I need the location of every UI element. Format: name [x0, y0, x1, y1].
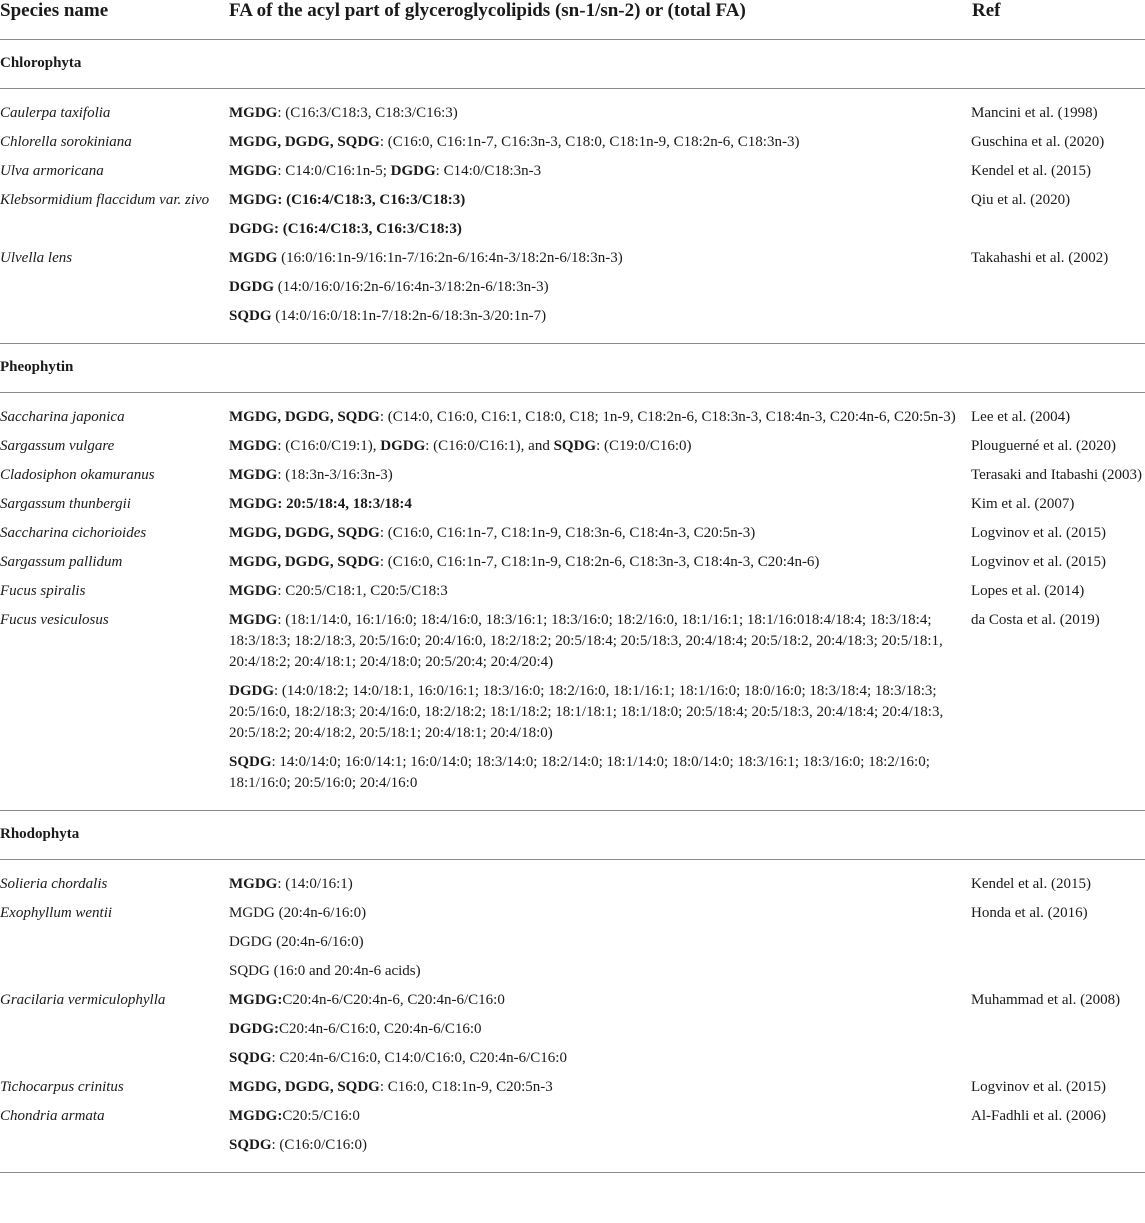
fa-text: : (18:3n-3/16:3n-3)	[277, 467, 393, 483]
fa-cell	[229, 244, 971, 273]
species-cell	[0, 677, 229, 748]
table-row	[0, 244, 1145, 273]
ref-cell: Honda et al. (2016)	[971, 905, 1088, 921]
fa-text: (14:0/16:0/16:2n-6/16:4n-3/18:2n-6/18:3n-3)	[274, 279, 549, 295]
table-row	[0, 157, 1145, 186]
fa-text: : (C16:0/C16:0)	[271, 1137, 367, 1153]
species-cell: Klebsormidium flaccidum var. zivo	[0, 192, 210, 208]
group-divider	[0, 331, 1145, 344]
lipid-class-label: SQDG	[229, 1050, 272, 1066]
group-header-row	[0, 811, 1145, 860]
fa-cell	[229, 186, 971, 215]
table-row	[0, 677, 1145, 748]
fa-text: : (C16:0, C16:1n-7, C18:1n-9, C18:2n-6, C18:3n-3, C18:4n-3, C20:4n-6)	[379, 554, 820, 570]
species-cell: Ulva armoricana	[0, 163, 104, 179]
lipid-class-label: MGDG	[229, 163, 278, 179]
species-cell: Fucus spiralis	[0, 583, 86, 599]
fa-text: : (14:0/18:2; 14:0/18:1, 16:0/16:1; 18:3/16:0; 18:2/16:0, 18:1/16:1; 18:1/16:0; 18:0/16:0; 18:3/18:4; 18:3/18:3; 20:5/16:0, 18:2/18:3; 20:4/16:0, 18:2/18:2; 18:1/18:2; 18:1/18:1; 18:1/18:0; 20:5/18:4; 20:5/18:3, 20:4/18:4; 20:4/18:3, 20:5/18:2; 20:4/18:2, 20:5/18:1; 20:4/18:1; 20:4/18:0)	[229, 683, 944, 741]
species-cell	[0, 1015, 229, 1044]
fa-text: : (C14:0, C16:0, C16:1, C18:0, C18; 1n-9, C18:2n-6, C18:3n-3, C18:4n-3, C20:4n-6, C20:5n-3)	[379, 409, 956, 425]
fa-text: : (C16:0/C16:1), and	[425, 438, 554, 454]
fa-cell	[229, 1073, 971, 1102]
lipid-class-label: SQDG	[229, 308, 272, 324]
table-row	[0, 1102, 1145, 1131]
table-row	[0, 302, 1145, 331]
ref-cell	[971, 1131, 1145, 1160]
lipid-class-label: MGDG:	[229, 1108, 283, 1124]
lipid-class-label: MGDG	[229, 612, 278, 628]
species-cell: Cladosiphon okamuranus	[0, 467, 155, 483]
ref-cell: Muhammad et al. (2008)	[971, 992, 1121, 1008]
lipid-class-label: MGDG	[229, 250, 278, 266]
fa-cell	[229, 928, 971, 957]
species-cell: Chondria armata	[0, 1108, 105, 1124]
group-divider	[0, 798, 1145, 811]
ref-cell: Mancini et al. (1998)	[971, 105, 1098, 121]
table-row	[0, 273, 1145, 302]
fa-text: : (18:1/14:0, 16:1/16:0; 18:4/16:0, 18:3/16:1; 18:3/16:0; 18:2/16:0, 18:1/16:1; 18:1/16:018:4/18:4; 18:3/18:4; 18:3/18:3; 18:2/18:3, 20:5/16:0; 20:4/16:0, 18:2/18:2; 20:5/18:4; 20:5/18:3, 20:4/18:4; 20:5/18:2, 20:4/18:3; 20:5/18:1, 20:4/18:2; 20:4/18:1; 20:4/18:0; 20:5/20:4; 20:4/20:4)	[229, 612, 943, 670]
lipid-class-label: MGDG: (C16:4/C18:3, C16:3/C18:3)	[229, 192, 466, 208]
species-cell	[0, 215, 229, 244]
table-row	[0, 986, 1145, 1015]
species-cell: Solieria chordalis	[0, 876, 108, 892]
lipid-class-label: DGDG	[380, 438, 426, 454]
ref-cell: Logvinov et al. (2015)	[971, 1079, 1106, 1095]
lipid-class-label: DGDG	[390, 163, 436, 179]
group-spacer	[0, 393, 1145, 404]
fa-cell	[229, 461, 971, 490]
ref-cell	[971, 1044, 1145, 1073]
fa-cell	[229, 899, 971, 928]
fa-text: : (C16:0, C16:1n-7, C16:3n-3, C18:0, C18:1n-9, C18:2n-6, C18:3n-3)	[379, 134, 800, 150]
ref-cell: Takahashi et al. (2002)	[971, 250, 1109, 266]
group-spacer	[0, 89, 1145, 100]
lipid-class-label: MGDG	[229, 105, 278, 121]
fa-cell	[229, 273, 971, 302]
fa-cell	[229, 302, 971, 331]
lipid-class-label: MGDG	[229, 876, 278, 892]
species-cell	[0, 928, 229, 957]
fa-text: : (C16:3/C18:3, C18:3/C16:3)	[277, 105, 458, 121]
species-cell	[0, 302, 229, 331]
ref-cell: Kim et al. (2007)	[971, 496, 1075, 512]
species-cell: Saccharina japonica	[0, 409, 125, 425]
header-ref: Ref	[971, 0, 1145, 40]
species-cell: Gracilaria vermiculophylla	[0, 992, 166, 1008]
fa-cell	[229, 490, 971, 519]
fa-cell	[229, 519, 971, 548]
fa-text: C20:5/C16:0	[282, 1108, 360, 1124]
fa-cell	[229, 1131, 971, 1160]
species-cell	[0, 957, 229, 986]
fa-text: : C20:5/C18:1, C20:5/C18:3	[277, 583, 448, 599]
species-cell: Caulerpa taxifolia	[0, 105, 111, 121]
ref-cell	[971, 302, 1145, 331]
table-row	[0, 432, 1145, 461]
species-cell	[0, 1131, 229, 1160]
fa-text: C20:4n-6/C20:4n-6, C20:4n-6/C16:0	[282, 992, 505, 1008]
fa-text: (16:0/16:1n-9/16:1n-7/16:2n-6/16:4n-3/18:2n-6/18:3n-3)	[277, 250, 623, 266]
fa-cell	[229, 577, 971, 606]
table-row	[0, 957, 1145, 986]
ref-cell	[971, 957, 1145, 986]
header-species: Species name	[0, 0, 229, 40]
table-row	[0, 548, 1145, 577]
fa-text: (14:0/16:0/18:1n-7/18:2n-6/18:3n-3/20:1n-7)	[271, 308, 547, 324]
header-row	[0, 0, 1145, 40]
table-row	[0, 403, 1145, 432]
ref-cell: Kendel et al. (2015)	[971, 876, 1091, 892]
species-cell: Exophyllum wentii	[0, 905, 113, 921]
ref-cell: Lee et al. (2004)	[971, 409, 1071, 425]
ref-cell	[971, 748, 1145, 798]
lipid-class-label: MGDG, DGDG, SQDG	[229, 134, 380, 150]
species-cell: Chlorella sorokiniana	[0, 134, 132, 150]
lipid-class-label: DGDG: (C16:4/C18:3, C16:3/C18:3)	[229, 221, 462, 237]
ref-cell: Kendel et al. (2015)	[971, 163, 1091, 179]
fa-cell	[229, 215, 971, 244]
header-fa: FA of the acyl part of glyceroglycolipids (sn-1/sn-2) or (total FA)	[229, 0, 971, 40]
table-row	[0, 1131, 1145, 1160]
table-row	[0, 928, 1145, 957]
fa-text: DGDG (20:4n-6/16:0)	[229, 934, 364, 950]
table-row	[0, 490, 1145, 519]
ref-cell	[971, 677, 1145, 748]
group-name: Rhodophyta	[0, 811, 1145, 860]
ref-cell: Guschina et al. (2020)	[971, 134, 1105, 150]
table-row	[0, 99, 1145, 128]
lipid-class-label: DGDG	[229, 279, 274, 295]
fa-text: : (C19:0/C16:0)	[596, 438, 692, 454]
table-row	[0, 215, 1145, 244]
lipid-class-label: DGDG	[229, 683, 274, 699]
group-spacer	[0, 860, 1145, 871]
lipid-class-label: DGDG:	[229, 1021, 279, 1037]
lipid-class-label: MGDG	[229, 583, 278, 599]
fa-cell	[229, 1015, 971, 1044]
fa-cell	[229, 957, 971, 986]
group-name: Chlorophyta	[0, 40, 1145, 89]
ref-cell: Al-Fadhli et al. (2006)	[971, 1108, 1106, 1124]
table-row	[0, 1073, 1145, 1102]
fa-text: C20:4n-6/C16:0, C20:4n-6/C16:0	[279, 1021, 482, 1037]
species-cell	[0, 273, 229, 302]
group-divider	[0, 1160, 1145, 1173]
fa-cell	[229, 606, 971, 677]
species-cell	[0, 748, 229, 798]
fa-cell	[229, 1102, 971, 1131]
fa-cell	[229, 99, 971, 128]
fa-cell	[229, 157, 971, 186]
ref-cell: Logvinov et al. (2015)	[971, 525, 1106, 541]
table-row	[0, 1044, 1145, 1073]
table-row	[0, 899, 1145, 928]
ref-cell: da Costa et al. (2019)	[971, 612, 1100, 628]
fa-cell	[229, 677, 971, 748]
fa-text: : C16:0, C18:1n-9, C20:5n-3	[379, 1079, 553, 1095]
ref-cell: Logvinov et al. (2015)	[971, 554, 1106, 570]
table-row	[0, 606, 1145, 677]
fa-text: : C14:0/C16:1n-5;	[277, 163, 391, 179]
species-cell: Ulvella lens	[0, 250, 73, 266]
fa-cell	[229, 748, 971, 798]
ref-cell	[971, 215, 1145, 244]
lipid-class-label: SQDG	[553, 438, 597, 454]
lipid-class-label: MGDG	[229, 467, 278, 483]
ref-cell: Plouguerné et al. (2020)	[971, 438, 1116, 454]
table-row	[0, 128, 1145, 157]
fa-text: : (C16:0, C16:1n-7, C18:1n-9, C18:3n-6, C18:4n-3, C20:5n-3)	[379, 525, 756, 541]
ref-cell	[971, 273, 1145, 302]
fa-text: : C20:4n-6/C16:0, C14:0/C16:0, C20:4n-6/C16:0	[271, 1050, 567, 1066]
lipid-class-label: SQDG	[229, 1137, 272, 1153]
species-cell: Saccharina cichorioides	[0, 525, 147, 541]
fa-text: : C14:0/C18:3n-3	[435, 163, 542, 179]
species-cell: Sargassum thunbergii	[0, 496, 131, 512]
fa-cell	[229, 403, 971, 432]
lipid-class-label: MGDG:	[229, 992, 283, 1008]
fa-cell	[229, 986, 971, 1015]
ref-cell: Qiu et al. (2020)	[971, 192, 1071, 208]
fa-text: : (14:0/16:1)	[277, 876, 353, 892]
table-row	[0, 748, 1145, 798]
lipid-class-label: MGDG, DGDG, SQDG	[229, 409, 380, 425]
species-cell: Sargassum pallidum	[0, 554, 123, 570]
fa-text: : (C16:0/C19:1),	[277, 438, 381, 454]
fa-cell	[229, 1044, 971, 1073]
fa-cell	[229, 432, 971, 461]
fa-text: : 14:0/14:0; 16:0/14:1; 16:0/14:0; 18:3/14:0; 18:2/14:0; 18:1/14:0; 18:0/14:0; 18:3/16:1; 18:3/16:0; 18:2/16:0; 18:1/16:0; 20:5/16:0; 20:4/16:0	[229, 754, 930, 791]
table-row	[0, 186, 1145, 215]
fa-cell	[229, 128, 971, 157]
table-row	[0, 519, 1145, 548]
table-body	[0, 40, 1145, 1173]
ref-cell: Terasaki and Itabashi (2003)	[971, 467, 1142, 483]
fa-cell	[229, 870, 971, 899]
fa-text: SQDG (16:0 and 20:4n-6 acids)	[229, 963, 421, 979]
table-row	[0, 1015, 1145, 1044]
species-cell	[0, 1044, 229, 1073]
species-cell: Fucus vesiculosus	[0, 612, 109, 628]
group-header-row	[0, 40, 1145, 89]
lipid-class-label: MGDG	[229, 438, 278, 454]
table-row	[0, 870, 1145, 899]
lipid-class-label: MGDG, DGDG, SQDG	[229, 525, 380, 541]
lipid-class-label: MGDG, DGDG, SQDG	[229, 1079, 380, 1095]
group-name: Pheophytin	[0, 344, 1145, 393]
table-row	[0, 461, 1145, 490]
lipid-class-label: SQDG	[229, 754, 272, 770]
ref-cell: Lopes et al. (2014)	[971, 583, 1085, 599]
lipid-class-label: MGDG: 20:5/18:4, 18:3/18:4	[229, 496, 412, 512]
table-row	[0, 577, 1145, 606]
ref-cell	[971, 928, 1145, 957]
species-cell: Sargassum vulgare	[0, 438, 115, 454]
fa-cell	[229, 548, 971, 577]
fa-text: MGDG (20:4n-6/16:0)	[229, 905, 367, 921]
group-header-row	[0, 344, 1145, 393]
lipid-class-label: MGDG, DGDG, SQDG	[229, 554, 380, 570]
species-cell: Tichocarpus crinitus	[0, 1079, 124, 1095]
ref-cell	[971, 1015, 1145, 1044]
